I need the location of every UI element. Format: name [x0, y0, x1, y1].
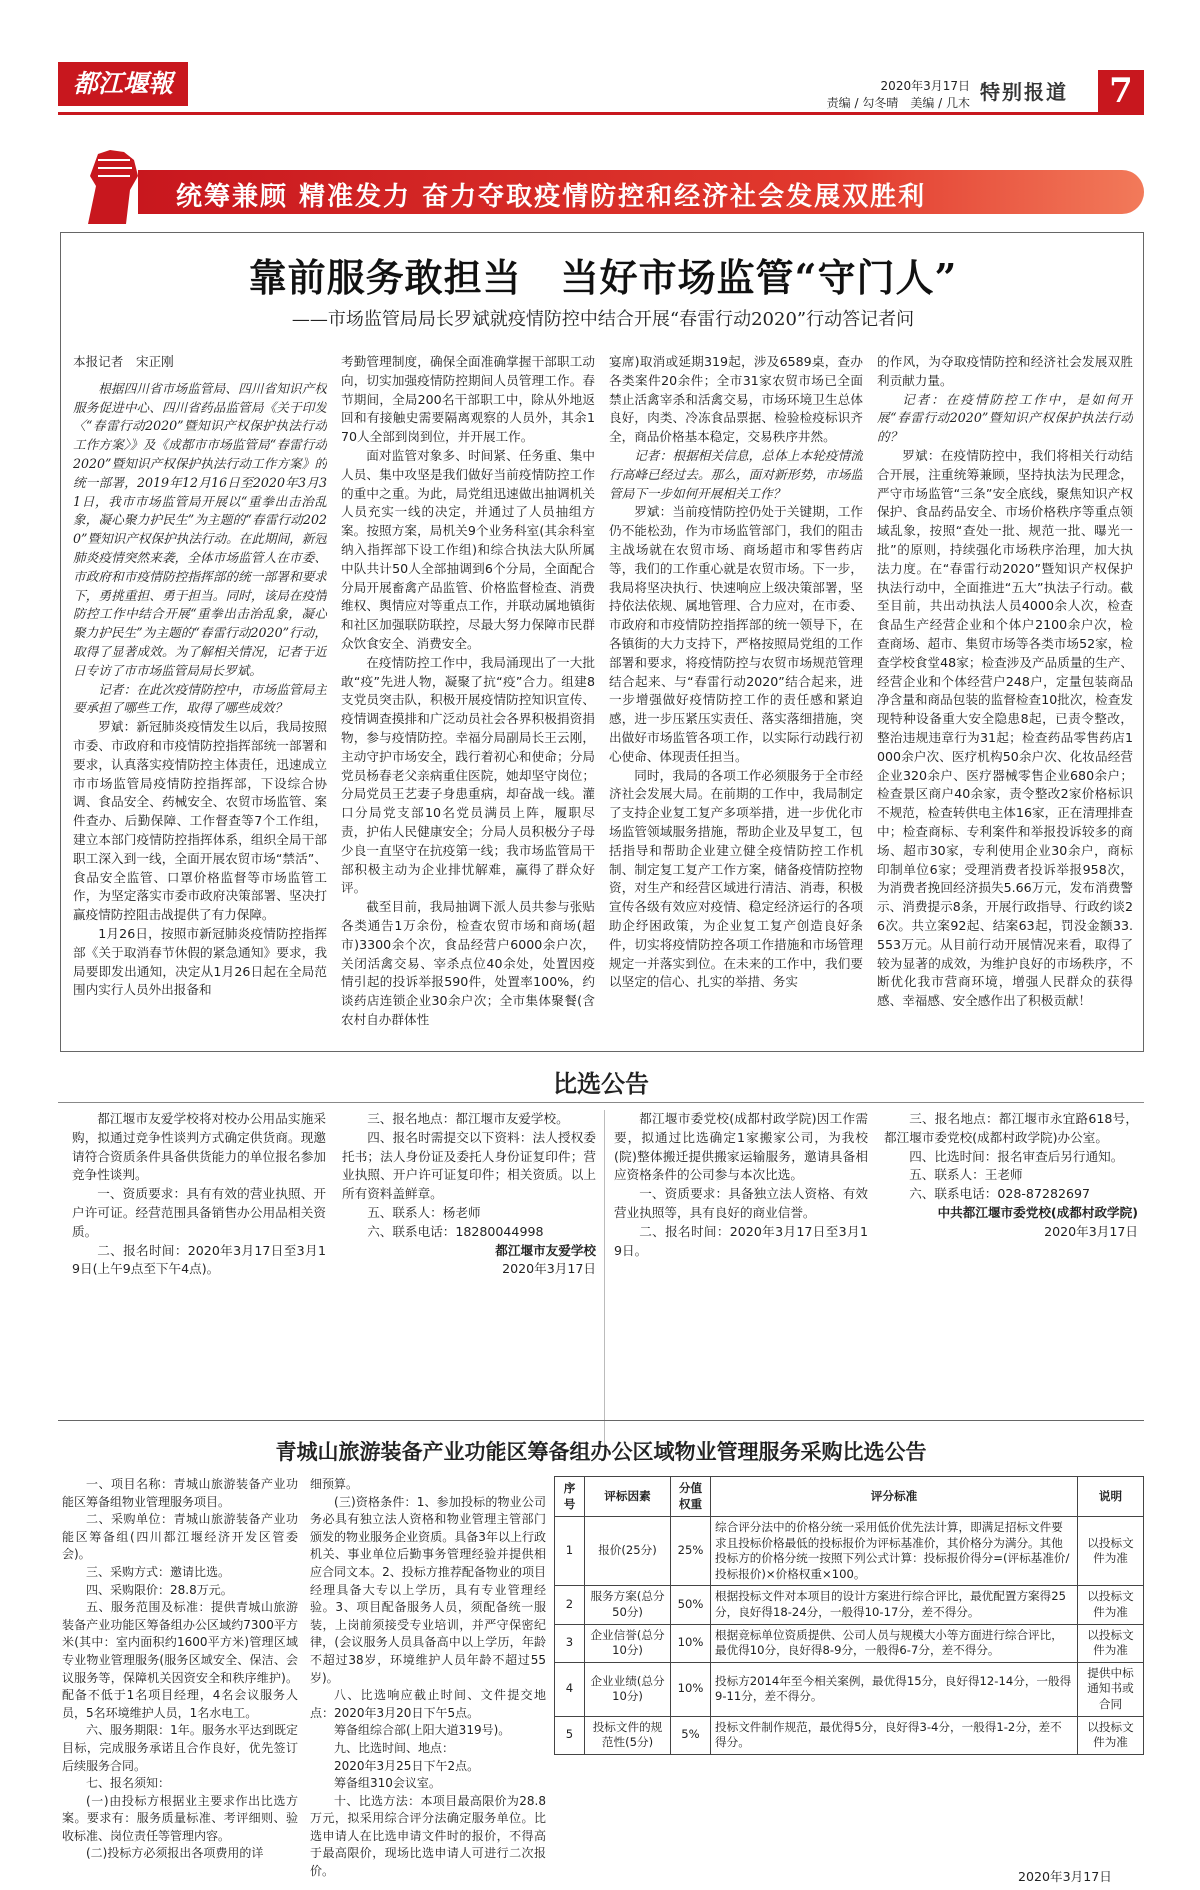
- table-row: [555, 1662, 1144, 1716]
- table-cell: 投标文件的规范性(5分): [585, 1716, 671, 1754]
- notice-party-school-col-1: [614, 1110, 868, 1260]
- paragraph: 罗斌：在疫情防控中，我们将相关行动结合开展，注重统筹兼顾，坚持执法为民理念，严守市场监管“三条”安全底线，聚焦知识产权保护、食品药品安全、市场价格秩序等重点领域乱象，按照“查处一批、规范一批、曝光一批”的原则，持续强化市场秩序治理，加大执法力度。在“春雷行动2020”暨知识产权保护执法行动中，全面推进“五大”执法子行动。截至目前，共出动执法人员4000余人次，检查食品生产经营企业和个体户2100余户次，检查商场、超市、集贸市场等各类市场52家，检查学校食堂48家；检查涉及产品质量的生产、经营企业和个体经营户248户，定量包装商品净含量和商品包装的监督检查10批次，检查发现特种设备重大安全隐患8起，已责令整改，整治违规违章行为31起；检查药品零售药店1000余户次、医疗机构50余户次、化妆品经营企业320余户、医疗器械零售企业680余户；检查景区商户40余家，责令整改2家价格标识不规范，检查转供电主体16家，正在清理排查中；检查商标、专利案件和举报投诉较多的商场、超市30家，专利使用企业30余户，商标印制单位6家；受理消费者投诉举报958次，为消费者挽回经济损失5.66万元，发布消费警示、消费提示8条，开展行政指导、行政约谈26次。共立案92起、结案63起，罚没金额33.553万元。从目前行动开展情况来看，取得了较为显著的成效，为维护良好的市场秩序，不断优化我市营商环境，增强人民群众的获得感、幸福感、安全感作出了积极贡献！: [877, 447, 1133, 1009]
- bid-paragraph: 筹备组310会议室。: [334, 1776, 441, 1791]
- table-cell: 根据竞标单位资质提供、公司人员与规模大小等方面进行综合评比，最优得10分，良好得8-9分，一般得6-7分，差不得分。: [711, 1624, 1078, 1662]
- bid-paragraph: 十、比选方法：本项目最高限价为28.8万元，拟采用综合评分法确定服务单位。比选申请人在比选申请文件时的报价，不得高于最高限价，现场比选申请人可进行二次报价。: [310, 1793, 546, 1879]
- article-column-4: [877, 353, 1133, 1041]
- notices-body: [58, 1058, 1144, 1418]
- notice-paragraph: 四、报名时需提交以下资料：法人授权委托书；法人身份证及委托人身份证复印件；营业执照、开户许可证复印件；相关资质。以上所有资料盖鲜章。: [342, 1129, 596, 1202]
- paragraph: 根据四川省市场监管局、四川省知识产权服务促进中心、四川省药品监管局《关于印发〈“春雷行动2020”暨知识产权保护执法行动工作方案〉》及《成都市市场监管局“春雷行动2020”暨知识产权保护执法行动工作方案》的统一部署，2019年12月16日至2020年3月31日，我市市场监管局开展以“重拳出击治乱象，凝心聚力护民生”为主题的“春雷行动2020”暨知识产权保护执法行动。在此期间，新冠肺炎疫情突然来袭，全体市场监管人在市委、市政府和市疫情防控指挥部的统一部署和要求下，勇挑重担、勇于担当。同时，该局在疫情防控工作中结合开展“重拳出击治乱象，凝心聚力护民生”为主题的“春雷行动2020”行动，取得了显著成效。为了解相关情况，记者于近日专访了市市场监管局局长罗斌。: [73, 380, 327, 678]
- table-cell: 以投标文件为准: [1078, 1624, 1144, 1662]
- interview-article: [60, 232, 1144, 1052]
- table-cell: 2: [555, 1586, 585, 1624]
- masthead: [0, 0, 1200, 140]
- notice-paragraph: 都江堰市委党校(成都村政学院)因工作需要，拟通过比选确定1家搬家公司，为我校(院)整体搬迁提供搬家运输服务，邀请具备相应资格条件的公司参与本次比选。: [614, 1111, 868, 1183]
- paragraph: 的作风，为夺取疫情防控和经济社会发展双胜利贡献力量。: [877, 354, 1133, 388]
- header-rule: [58, 112, 1144, 115]
- issue-date: 2020年3月17日: [880, 79, 970, 93]
- page-number: 7: [1098, 70, 1144, 112]
- table-row: [555, 1586, 1144, 1624]
- bid-paragraph: (一)由投标方根据业主要求作出比选方案。要求有：服务质量标准、考评细则、验收标准、岗位责任等管理内容。: [62, 1793, 298, 1843]
- article-column-2: [341, 353, 595, 1041]
- table-cell: 1: [555, 1517, 585, 1586]
- bid-paragraph: 细预算。: [310, 1477, 359, 1491]
- table-cell: 以投标文件为准: [1078, 1517, 1144, 1586]
- table-header-row: [555, 1477, 1144, 1517]
- notices-title: 比选公告: [553, 1069, 649, 1098]
- column-header: 序号: [555, 1477, 585, 1517]
- bid-paragraph: 五、服务范围及标准：提供青城山旅游装备产业功能区筹备组办公区域约7300平方米(其中：室内面积约1600平方米)管理区域专业物业管理服务(服务区域安全、保洁、会议服务等，保障机关因资安全和秩序维护)。配备不低于1名项目经理，4名会议服务人员，5名环境维护人员，1名水电工。: [62, 1600, 298, 1720]
- bid-column-2: [310, 1476, 546, 1881]
- notice-paragraph: 四、比选时间：报名审查后另行通知。: [909, 1148, 1124, 1164]
- table-row: [555, 1716, 1144, 1754]
- table-cell: 提供中标通知书或合同: [1078, 1662, 1144, 1716]
- slogan-banner: [58, 148, 1144, 228]
- bid-notice: [58, 1436, 1144, 1886]
- bid-paragraph: 三、采购方式：邀请比选。: [86, 1564, 231, 1579]
- table-cell: 投标文件制作规范，最优得5分，良好得3-4分，一般得1-2分，差不得分。: [711, 1716, 1078, 1754]
- notice-paragraph: 三、报名地点：都江堰市永宜路618号，都江堰市委党校(成都村政学院)办公室。: [884, 1111, 1138, 1145]
- notice-phone: 六、联系电话：18280044998: [367, 1223, 544, 1239]
- bid-paragraph: 二、采购单位：青城山旅游装备产业功能区筹备组(四川都江堰经济开发区管委会)。: [62, 1512, 298, 1562]
- table-cell: 25%: [671, 1517, 711, 1586]
- bid-paragraph: (二)投标方必须报出各项费用的详: [86, 1846, 264, 1861]
- notice-org: 都江堰市友爱学校: [495, 1242, 596, 1258]
- bid-paragraph: (三)资格条件：1、参加投标的物业公司务必具有独立法人资格和物业管理主管部门颁发的物业服务企业资质。具备3年以上行政机关、事业单位后勤事务管理经验并提供相应合同文本。2、投标方推荐配备物业的项目经理具备大专以上学历，具有专业管理经验。3、项目配备服务人员，须配备统一服装，上岗前须接受专业培训，并严守保密纪律，(会议服务人员具备高中以上学历，年龄不超过38岁，环境维护人员年龄不超过55岁)。: [310, 1494, 546, 1685]
- issue-info: [790, 78, 970, 112]
- byline: 本报记者 宋正刚: [73, 354, 174, 369]
- editors-credit: 责编 / 勾冬晴 美编 / 几木: [826, 96, 970, 110]
- bid-paragraph: 九、比选时间、地点：: [334, 1740, 455, 1755]
- column-divider: [604, 1110, 605, 1460]
- table-cell: 报价(25分): [585, 1517, 671, 1586]
- table-cell: 5%: [671, 1716, 711, 1754]
- paragraph: 同时，我局的各项工作必须服务于全市经济社会发展大局。在前期的工作中，我局制定了支持企业复工复产多项举措，进一步优化市场监管领域服务措施，帮助企业及早复工，包括指导和帮助企业建立健全疫情防控工作机制、制定复工复产工作方案，储备疫情防控物资，对生产和经营区域进行清洁、消毒，积极宣传各级有效应对疫情、稳定经济运行的各项助企纾困政策，为企业复工复产创造良好条件，切实将疫情防控各项工作措施和市场管理规定一并落实到位。在未来的工作中，我们要以坚定的信心、扎实的举措、务实: [609, 767, 863, 990]
- bid-paragraph: 2020年3月25日下午2点。: [334, 1758, 480, 1773]
- column-header: 说明: [1078, 1477, 1144, 1517]
- paragraph: 面对监管对象多、时间紧、任务重、集中人员、集中攻坚是我们做好当前疫情防控工作的重中之重。为此，局党组迅速做出抽调机关人员充实一线的决定，并通过了人员抽组方案。按照方案，局机关9个业务科室(其余科室纳入指挥部下设工作组)和综合执法大队所属中队共计50人全部抽调到6个分局，全面配合分局开展畜禽产品监管、价格监督检查、消费维权、舆情应对等重点工作，并联动属地镇街和社区加强联防联控，尽最大努力保障市民群众饮食安全、消费安全。: [341, 447, 595, 651]
- table-cell: 50%: [671, 1586, 711, 1624]
- table-cell: 综合评分法中的价格分统一采用低价优先法计算，即满足招标文件要求且投标价格最低的投标报价为评标基准价，其价格分为满分。其他投标方的价格分统一按照下列公式计算：投标报价得分=(评标基准价/投标报价)×价格权重×100。: [711, 1517, 1078, 1586]
- bid-paragraph: 六、服务期限：1年。服务水平达到既定目标，完成服务承诺且合作良好，优先签订后续服务合同。: [62, 1723, 298, 1773]
- notice-org: 中共都江堰市委党校(成都村政学院): [937, 1204, 1138, 1220]
- paragraph: 截至目前，我局抽调下派人员共参与张贴各类通告1万余份，检查农贸市场和商场(超市)3300余个次，食品经营户6000余户次，关闭活禽交易、宰杀点位40余处，处置因疫情引起的投诉举报590件，处置率100%，约谈药店连锁企业30余户次；全市集体聚餐(含农村自办群体性: [341, 899, 595, 1027]
- slogan-text: 统筹兼顾 精准发力 奋力夺取疫情防控和经济社会发展双胜利: [176, 182, 927, 212]
- table-cell: 投标方2014年至今相关案例，最优得15分，良好得12-14分，一般得9-11分，差不得分。: [711, 1662, 1078, 1716]
- table-cell: 3: [555, 1624, 585, 1662]
- notice-contact: 五、联系人：王老师: [909, 1167, 1023, 1183]
- article-title: 靠前服务敢担当 当好市场监管“守门人”: [248, 255, 958, 300]
- notice-paragraph: 都江堰市友爱学校将对校办公用品实施采购，拟通过竞争性谈判方式确定供货商。现邀请符合资质条件具备供货能力的单位报名参加竞争性谈判。: [72, 1111, 326, 1183]
- bid-paragraph: 八、比选响应截止时间、文件提交地点：2020年3月20日下午5点。: [310, 1688, 546, 1720]
- bid-date: 2020年3月17日: [1018, 1869, 1112, 1884]
- notice-phone: 六、联系电话：028-87282697: [909, 1186, 1091, 1202]
- notice-paragraph: 二、报名时间：2020年3月17日至3月19日(上午9点至下午4点)。: [72, 1242, 326, 1277]
- table-cell: 企业业绩(总分10分): [585, 1662, 671, 1716]
- notice-paragraph: 二、报名时间：2020年3月17日至3月19日。: [614, 1223, 868, 1258]
- bid-paragraph: 七、报名须知：: [86, 1776, 171, 1791]
- paragraph: 宴席)取消或延期319起，涉及6589桌，查办各类案件20余件；全市31家农贸市场已全面禁止活禽宰杀和活禽交易，市场环境卫生总体良好，肉类、冷冻食品票据、检验检疫标识齐全，商品价格基本稳定，交易秩序井然。: [609, 354, 863, 445]
- paragraph: 记者：在此次疫情防控中，市场监管局主要承担了哪些工作，取得了哪些成效？: [73, 681, 327, 716]
- notice-paragraph: 一、资质要求：具有有效的营业执照、开户许可证。经营范围具备销售办公用品相关资质。: [72, 1186, 326, 1239]
- notice-school-col-1: [72, 1110, 326, 1279]
- notice-date: 2020年3月17日: [1044, 1223, 1138, 1239]
- table-cell: 5: [555, 1716, 585, 1754]
- table-cell: 以投标文件为准: [1078, 1716, 1144, 1754]
- notice-paragraph: 一、资质要求：具备独立法人资格、有效营业执照等，具有良好的商业信誉。: [614, 1186, 868, 1220]
- article-subtitle: ——市场监管局局长罗斌就疫情防控中结合开展“春雷行动2020”行动答记者问: [291, 309, 915, 330]
- section-name: 特别报道: [980, 80, 1068, 104]
- bid-paragraph: 四、采购限价：28.8万元。: [86, 1582, 233, 1597]
- bid-title: 青城山旅游装备产业功能区筹备组办公区域物业管理服务采购比选公告: [275, 1439, 927, 1464]
- scoring-table: [554, 1476, 1144, 1755]
- table-cell: 以投标文件为准: [1078, 1586, 1144, 1624]
- notice-contact: 五、联系人：杨老师: [367, 1204, 481, 1220]
- table-cell: 10%: [671, 1662, 711, 1716]
- newspaper-logo: 都江堰報: [58, 62, 188, 106]
- article-column-3: [609, 353, 863, 1041]
- column-header: 分值权重: [671, 1477, 711, 1517]
- paragraph: 在疫情防控工作中，我局涌现出了一大批敢“疫”先进人物，凝聚了抗“疫”合力。组建8支党员突击队，积极开展疫情防控知识宣传、疫情调查摸排和广泛动员社会各界积极捐资捐物，参与疫情防控。幸福分局副局长王云刚，主动守护市场安全，践行着初心和使命；分局党员杨春老父亲病重住医院，她却坚守岗位；分局党员王艺妻子身患重病，却奋战一线。灌口分局党支部10名党员满员上阵，履职尽责，护佑人民健康安全；分局人员积极分子母少良一直坚守在抗疫第一线；我市场监管局干部积极主动为企业排忧解难，赢得了群众好评。: [341, 654, 595, 896]
- table-cell: 4: [555, 1662, 585, 1716]
- paragraph: 1月26日，按照市新冠肺炎疫情防控指挥部《关于取消春节休假的紧急通知》要求，我局要即发出通知，决定从1月26日起在全局范围内实行人员外出报备和: [73, 925, 327, 998]
- article-column-1: [73, 353, 327, 1041]
- column-header: 评标因素: [585, 1477, 671, 1517]
- bid-paragraph: 一、项目名称：青城山旅游装备产业功能区筹备组物业管理服务项目。: [62, 1477, 298, 1509]
- table-cell: 根据投标文件对本项目的设计方案进行综合评比，最优配置方案得25分，良好得18-24分，一般得10-17分，差不得分。: [711, 1586, 1078, 1624]
- divider: [58, 1420, 1144, 1421]
- paragraph: 罗斌：新冠肺炎疫情发生以后，我局按照市委、市政府和市疫情防控指挥部统一部署和要求，认真落实疫情防控主体责任，迅速成立市市场监管局疫情防控指挥部，下设综合协调、食品安全、药械安全、农贸市场监管、案件查办、后勤保障、工作督查等7个工作组，建立本部门疫情防控指挥体系，组织全局干部职工深入到一线，全面开展农贸市场“禁活”、食品安全监管、口罩价格监督等市场监管工作，为坚定落实市委市政府决策部署、坚决打赢疫情防控阻击战提供了有力保障。: [73, 719, 327, 923]
- paragraph: 罗斌：当前疫情防控仍处于关键期，工作仍不能松劲，作为市场监管部门，我们的阻击主战场就在农贸市场、商场超市和零售药店等，我们的工作重心就是农贸市场。下一步，我局将坚决执行、快速响应上级决策部署，坚持依法依规、属地管理、合力应对，在市委、市政府和市疫情防控指挥部的统一领导下，在各镇街的大力支持下，严格按照局党组的工作部署和要求，将疫情防控与农贸市场规范管理结合起来、与“春雷行动2020”结合起来，进一步增强做好疫情防控工作的责任感和紧迫感，进一步压紧压实责任、落实落细措施，突出做好市场监管各项工作，以实际行动践行初心使命、体现责任担当。: [609, 504, 863, 764]
- table-row: [555, 1624, 1144, 1662]
- bid-column-1: [62, 1476, 298, 1863]
- notice-date: 2020年3月17日: [502, 1261, 596, 1277]
- bid-paragraph: 筹备组综合部(上阳大道319号)。: [334, 1723, 511, 1738]
- column-header: 评分标准: [711, 1477, 1078, 1517]
- notice-party-school-col-2: [884, 1110, 1138, 1242]
- table-cell: 服务方案(总分50分): [585, 1586, 671, 1624]
- raised-fist-icon: [68, 146, 158, 228]
- notice-paragraph: 三、报名地点：都江堰市友爱学校。: [367, 1111, 569, 1126]
- paragraph: 考勤管理制度，确保全面准确掌握干部职工动向，切实加强疫情防控期间人员管理工作。春节期间，全局200名干部职工中，除从外地返回和有接触史需要隔离观察的人员外，其余170人全部到岗到位，并开展工作。: [341, 354, 595, 445]
- notice-school-col-2: [342, 1110, 596, 1279]
- table-row: [555, 1517, 1144, 1586]
- table-cell: 企业信誉(总分10分): [585, 1624, 671, 1662]
- paragraph: 记者：在疫情防控工作中，是如何开展“春雷行动2020”暨知识产权保护执法行动的？: [877, 391, 1133, 445]
- table-cell: 10%: [671, 1624, 711, 1662]
- paragraph: 记者：根据相关信息，总体上本轮疫情流行高峰已经过去。那么，面对新形势，市场监管局下一步如何开展相关工作？: [609, 447, 863, 501]
